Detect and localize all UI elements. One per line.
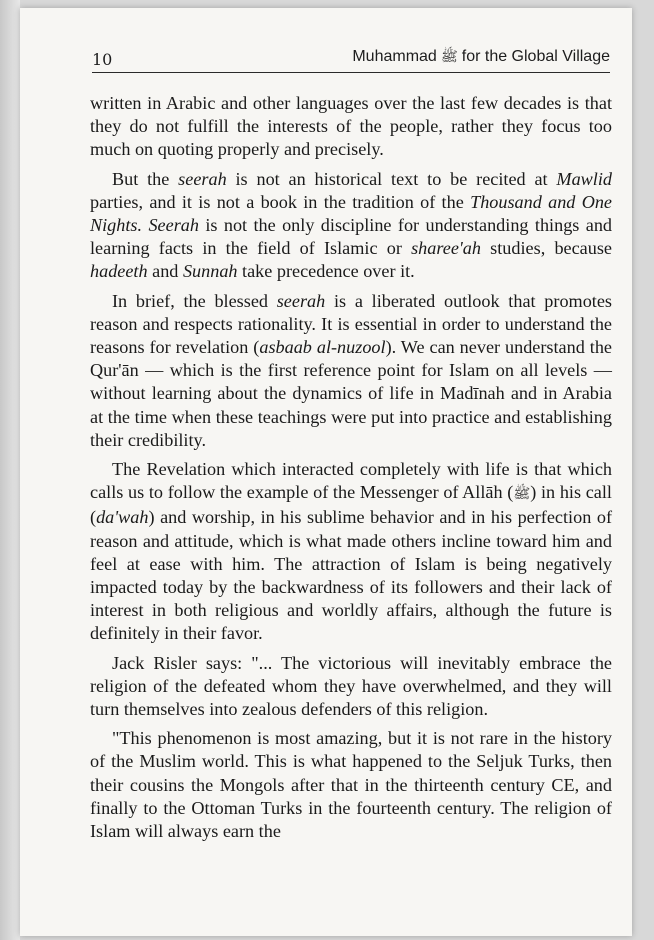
italic-term: asbaab al-nuzool <box>259 337 386 358</box>
text-run: parties, and it is not a book in the tradition of the <box>90 191 471 212</box>
italic-term: seerah <box>178 168 227 189</box>
italic-term: seerah <box>276 290 326 311</box>
text-run: studies, because <box>480 238 612 259</box>
text-run: ) in his call ( <box>90 482 612 528</box>
italic-term: Thousand and One Nights. <box>90 191 612 236</box>
text-run: take precedence over it. <box>237 261 415 282</box>
text-run: "This phenomenon is most amazing, but it is not rare in the history of the Muslim world. This is what happened to the Seljuk Turks, then their cousins the Mongols after that in the thirteenth century CE, and finally to the Ottoman Turks in the fourteenth century. The religion of Islam will always earn the <box>90 728 612 842</box>
text-run: In brief, the blessed <box>112 290 277 311</box>
page-header <box>92 46 610 73</box>
paragraph <box>90 458 612 646</box>
book-page <box>20 8 632 936</box>
salawat-seal-icon: ﷺ <box>440 48 458 64</box>
text-run: is a liberated outlook that promotes reason and respects rationality. It is essential in order to understand the reasons for revelation ( <box>90 290 612 358</box>
text-run: ) and worship, in his sublime behavior and in his perfection of reason and attitude, which is what made others incline toward him and feel at ease with him. The attraction of Islam is being negatively impacted today by the backwardness of its followers and their lack of interest in both religious and worldly affairs, although the future is definitely in their favor. <box>90 507 612 644</box>
italic-term: Mawlid <box>556 168 612 189</box>
text-run: is not an historical text to be recited at <box>226 168 557 189</box>
text-run: written in Arabic and other languages over the last few decades is that they do not fulfill the interests of the people, rather they focus too much on quoting properly and precisely. <box>90 93 612 160</box>
italic-term: Sunnah <box>182 261 238 282</box>
salawat-seal-icon: ﷺ <box>513 487 531 503</box>
text-run: and <box>147 261 183 282</box>
italic-term: hadeeth <box>90 261 148 282</box>
italic-term: sharee'ah <box>411 238 481 259</box>
paragraph <box>90 727 612 843</box>
running-title <box>352 48 610 68</box>
text-run: The Revelation which interacted completely with life is that which calls us to follow the example of the Messenger of Allāh ( <box>90 459 612 503</box>
spine-shadow <box>0 0 20 940</box>
paragraph <box>90 92 612 162</box>
paragraph <box>90 652 612 722</box>
italic-term: Seerah <box>148 215 199 236</box>
text-run: is not the only discipline for understanding things and learning facts in the field of Islamic or <box>90 215 613 259</box>
running-title-text: for the Global Village <box>461 48 610 65</box>
text-run: Jack Risler says: "... The victorious will inevitably embrace the religion of the defeated whom they have overwhelmed, and they will turn themselves into zealous defenders of this religion. <box>90 652 612 720</box>
page-number: 10 <box>92 50 113 69</box>
paragraph <box>90 290 612 452</box>
body-text <box>90 92 612 849</box>
running-title-text: Muhammad <box>352 48 437 65</box>
text-run: ). We can never understand the Qur'ān — which is the first reference point for Islam on all levels — without learning about the dynamics of life in Madīnah and in Arabia at the time when these teachings were put into practice and establishing their credibility. <box>90 337 612 450</box>
italic-term: da'wah <box>96 507 149 528</box>
text-run: But the <box>112 168 179 189</box>
paragraph <box>90 168 612 284</box>
